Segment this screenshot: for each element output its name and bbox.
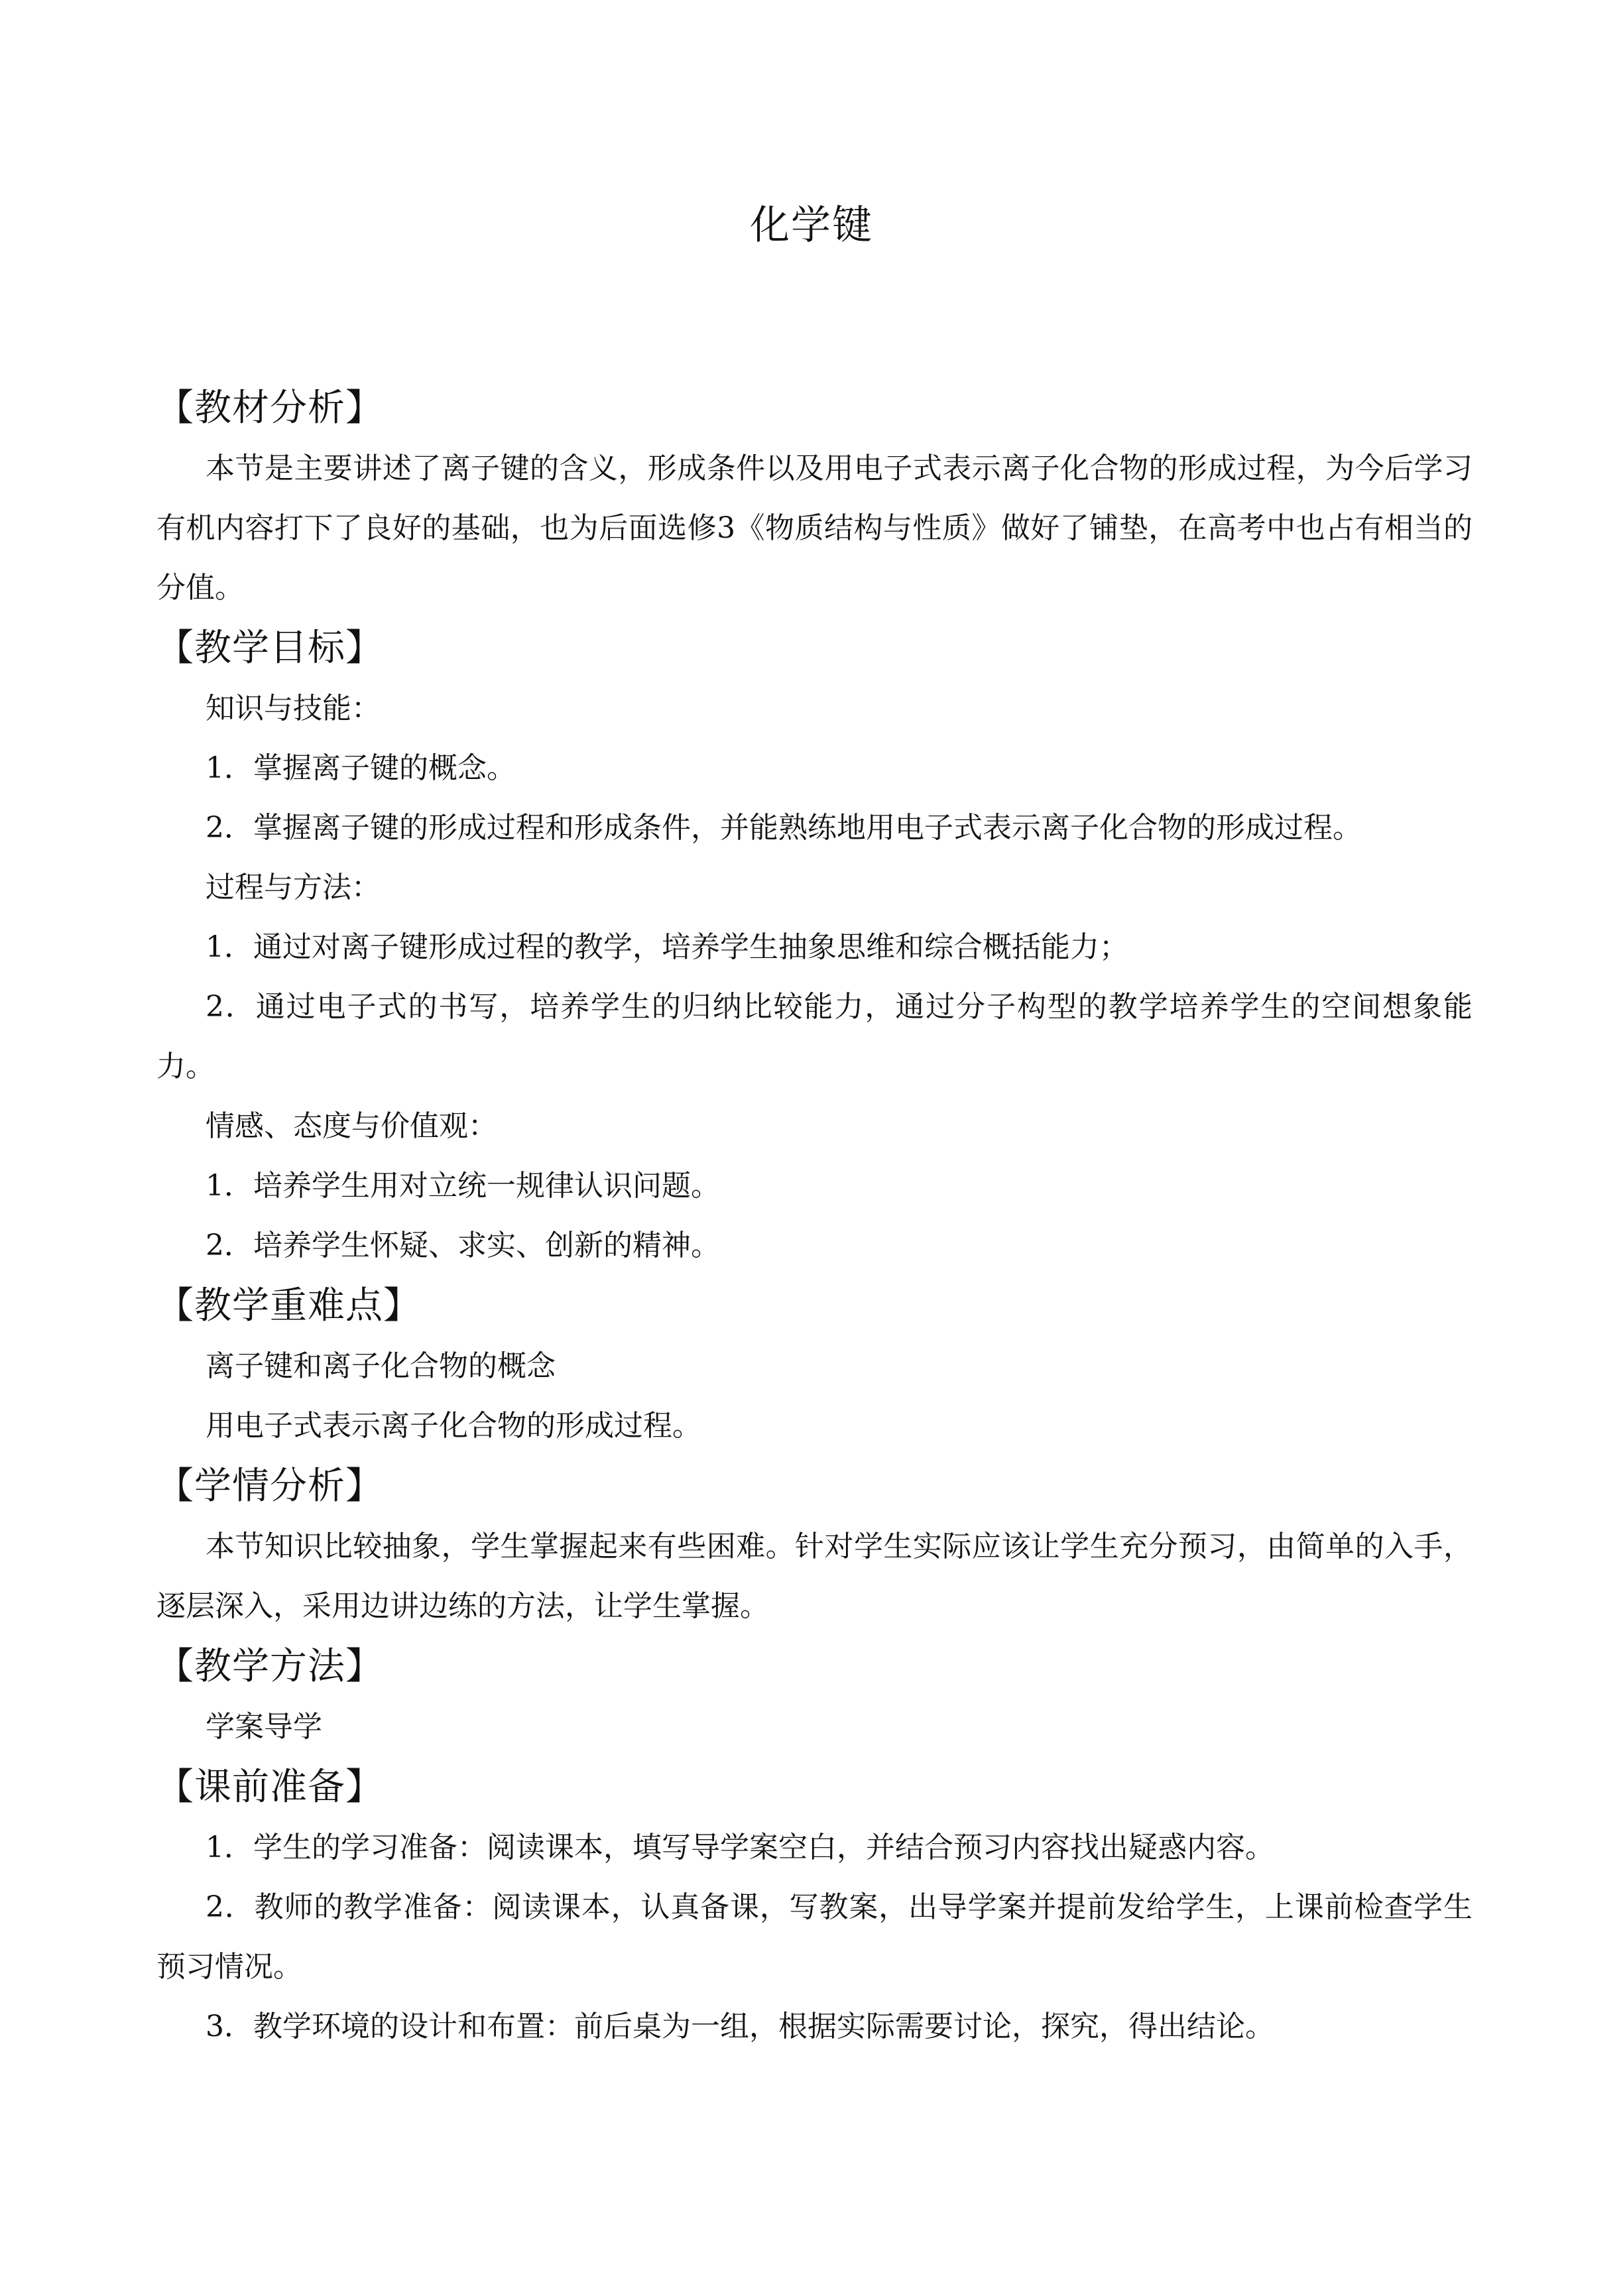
preparation-item-3: 3．教学环境的设计和布置：前后桌为一组，根据实际需要讨论，探究，得出结论。	[206, 2010, 1274, 2043]
preparation-item-1: 1．学生的学习准备：阅读课本，填写导学案空白，并结合预习内容找出疑惑内容。	[206, 1831, 1274, 1864]
key-point-2: 用电子式表示离子化合物的形成过程。	[206, 1409, 701, 1443]
process-methods-label: 过程与方法：	[206, 871, 381, 904]
preparation-item-2: 2．教师的教学准备：阅读课本，认真备课，写教案，出导学案并提前发给学生，上课前检查学生预习情况。	[156, 1890, 1473, 1984]
emotion-attitude-label: 情感、态度与价值观：	[206, 1109, 497, 1143]
process-item-2: 2．通过电子式的书写，培养学生的归纳比较能力，通过分子构型的教学培养学生的空间想象能力。	[156, 990, 1473, 1083]
student-analysis-paragraph: 本节知识比较抽象，学生掌握起来有些困难。针对学生实际应该让学生充分预习，由简单的入手，逐层深入，采用边讲边练的方法，让学生掌握。	[156, 1530, 1473, 1623]
section-heading-teaching-method: 【教学方法】	[156, 1645, 383, 1688]
process-item-1: 1．通过对离子键形成过程的教学，培养学生抽象思维和综合概括能力；	[206, 930, 1128, 964]
section-heading-preparation: 【课前准备】	[156, 1766, 383, 1809]
knowledge-item-2: 2．掌握离子键的形成过程和形成条件，并能熟练地用电子式表示离子化合物的形成过程。	[206, 811, 1362, 845]
section-heading-student-analysis: 【学情分析】	[156, 1465, 383, 1508]
section-heading-textbook-analysis: 【教材分析】	[156, 387, 383, 430]
key-point-1: 离子键和离子化合物的概念	[206, 1349, 556, 1383]
document-title: 化学键	[750, 202, 873, 249]
knowledge-item-1: 1．掌握离子键的概念。	[206, 751, 516, 785]
teaching-method-text: 学案导学	[206, 1710, 322, 1744]
emotion-item-1: 1．培养学生用对立统一规律认识问题。	[206, 1169, 720, 1203]
document-body	[156, 378, 1473, 2057]
section-heading-key-points: 【教学重难点】	[156, 1284, 421, 1327]
section-heading-teaching-goals: 【教学目标】	[156, 627, 383, 670]
textbook-analysis-paragraph: 本节是主要讲述了离子键的含义，形成条件以及用电子式表示离子化合物的形成过程，为今后学习有机内容打下了良好的基础，也为后面选修3《物质结构与性质》做好了铺垫，在高考中也占有相当的分值。	[156, 452, 1473, 605]
emotion-item-2: 2．培养学生怀疑、求实、创新的精神。	[206, 1229, 720, 1262]
knowledge-skills-label: 知识与技能：	[206, 692, 381, 725]
